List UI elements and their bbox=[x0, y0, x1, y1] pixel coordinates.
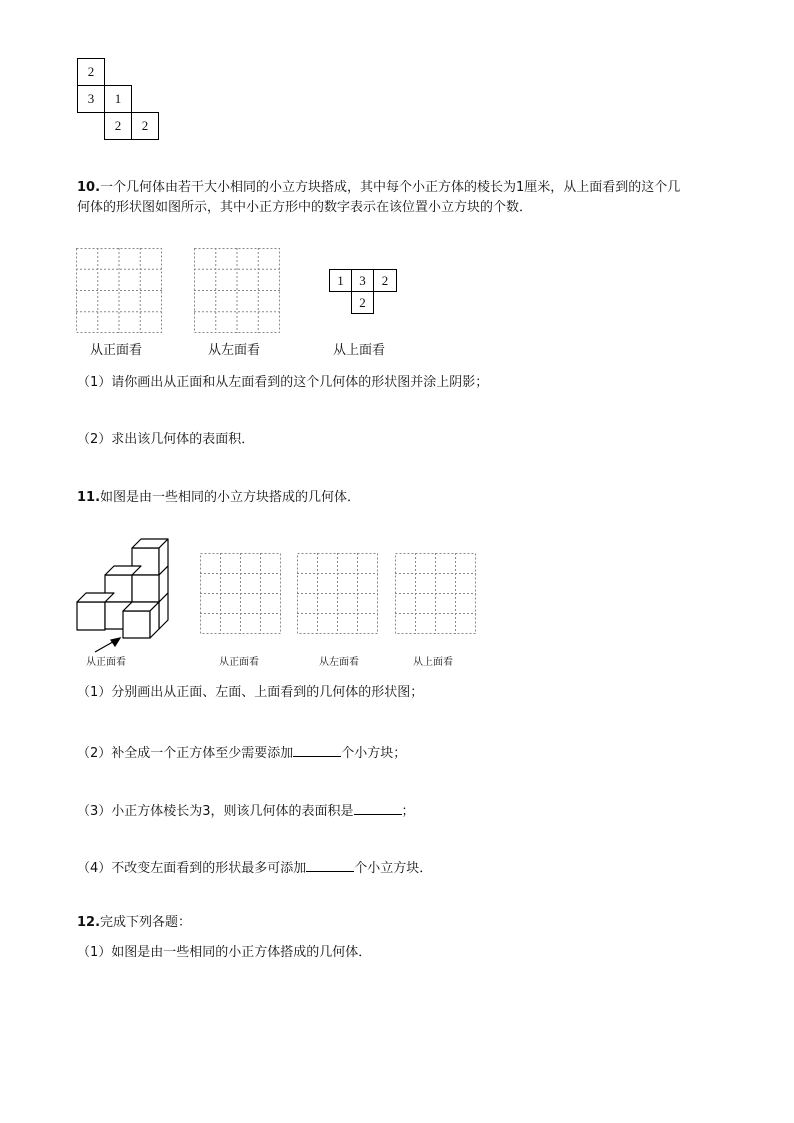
q11-sub3 bbox=[77, 800, 415, 822]
q11-line bbox=[77, 488, 360, 508]
q10-number: 10. bbox=[77, 180, 101, 195]
answer-blank[interactable] bbox=[293, 742, 341, 757]
figure-cell: 1 bbox=[104, 85, 132, 113]
q11-sub2 bbox=[77, 742, 406, 764]
answer-blank[interactable] bbox=[354, 800, 402, 815]
q11-grid-top bbox=[395, 553, 477, 635]
figure-cell: 2 bbox=[77, 58, 105, 86]
q11-arrow-caption: 从正面看 bbox=[86, 657, 126, 668]
q11-sub2-text: （2）补全成一个正方体至少需要添加 bbox=[77, 746, 294, 761]
q12-number: 12. bbox=[77, 915, 101, 930]
q10-caption-top: 从上面看 bbox=[333, 343, 386, 358]
answer-blank[interactable] bbox=[306, 857, 354, 872]
top-view-cell: 2 bbox=[373, 269, 397, 292]
q11-sub4-suffix: 个小立方块． bbox=[354, 861, 433, 876]
q11-caption-front: 从正面看 bbox=[219, 657, 259, 668]
q12-text: 完成下列各题： bbox=[100, 915, 192, 930]
top-view-cell: 2 bbox=[351, 291, 374, 314]
q12-line bbox=[77, 913, 191, 933]
q11-grid-left bbox=[297, 553, 379, 635]
q11-sub3-text: （3）小正方体棱长为3，则该几何体的表面积是 bbox=[77, 804, 354, 819]
q11-number: 11. bbox=[77, 490, 101, 505]
q12-sub1: （1）如图是由一些相同的小正方体搭成的几何体． bbox=[77, 945, 372, 960]
q11-cube-stack-figure bbox=[75, 538, 175, 658]
q11-grid-front bbox=[200, 553, 282, 635]
q11-caption-left: 从左面看 bbox=[319, 657, 359, 668]
q11-caption-top: 从上面看 bbox=[413, 657, 453, 668]
figure-cell: 2 bbox=[131, 112, 159, 140]
q10-caption-front: 从正面看 bbox=[90, 343, 143, 358]
figure-cell: 3 bbox=[77, 85, 105, 113]
top-view-cell: 3 bbox=[351, 269, 374, 292]
q10-text-line1: 一个几何体由若干大小相同的小立方块搭成，其中每个小正方体的棱长为1厘米，从上面看到的这个几 bbox=[100, 180, 681, 195]
q11-text: 如图是由一些相同的小立方块搭成的几何体． bbox=[100, 490, 361, 505]
q10-sub2: （2）求出该几何体的表面积． bbox=[77, 432, 255, 447]
q11-sub4-text: （4）不改变左面看到的形状最多可添加 bbox=[77, 861, 307, 876]
q11-sub1: （1）分别画出从正面、左面、上面看到的几何体的形状图； bbox=[77, 685, 424, 700]
q11-sub4 bbox=[77, 857, 432, 879]
q10-grid-left bbox=[194, 248, 280, 334]
q10-sub1: （1）请你画出从正面和从左面看到的这个几何体的形状图并涂上阴影； bbox=[77, 375, 489, 390]
q10-grid-front bbox=[76, 248, 162, 334]
q10-text-line2: 何体的形状图如图所示，其中小正方形中的数字表示在该位置小立方块的个数． bbox=[77, 200, 533, 215]
q11-sub3-suffix: ； bbox=[401, 804, 415, 819]
q10-line1 bbox=[77, 178, 680, 198]
figure-cell: 2 bbox=[104, 112, 132, 140]
q10-caption-left: 从左面看 bbox=[208, 343, 261, 358]
q11-sub2-suffix: 个小方块； bbox=[341, 746, 407, 761]
top-view-cell: 1 bbox=[329, 269, 352, 292]
